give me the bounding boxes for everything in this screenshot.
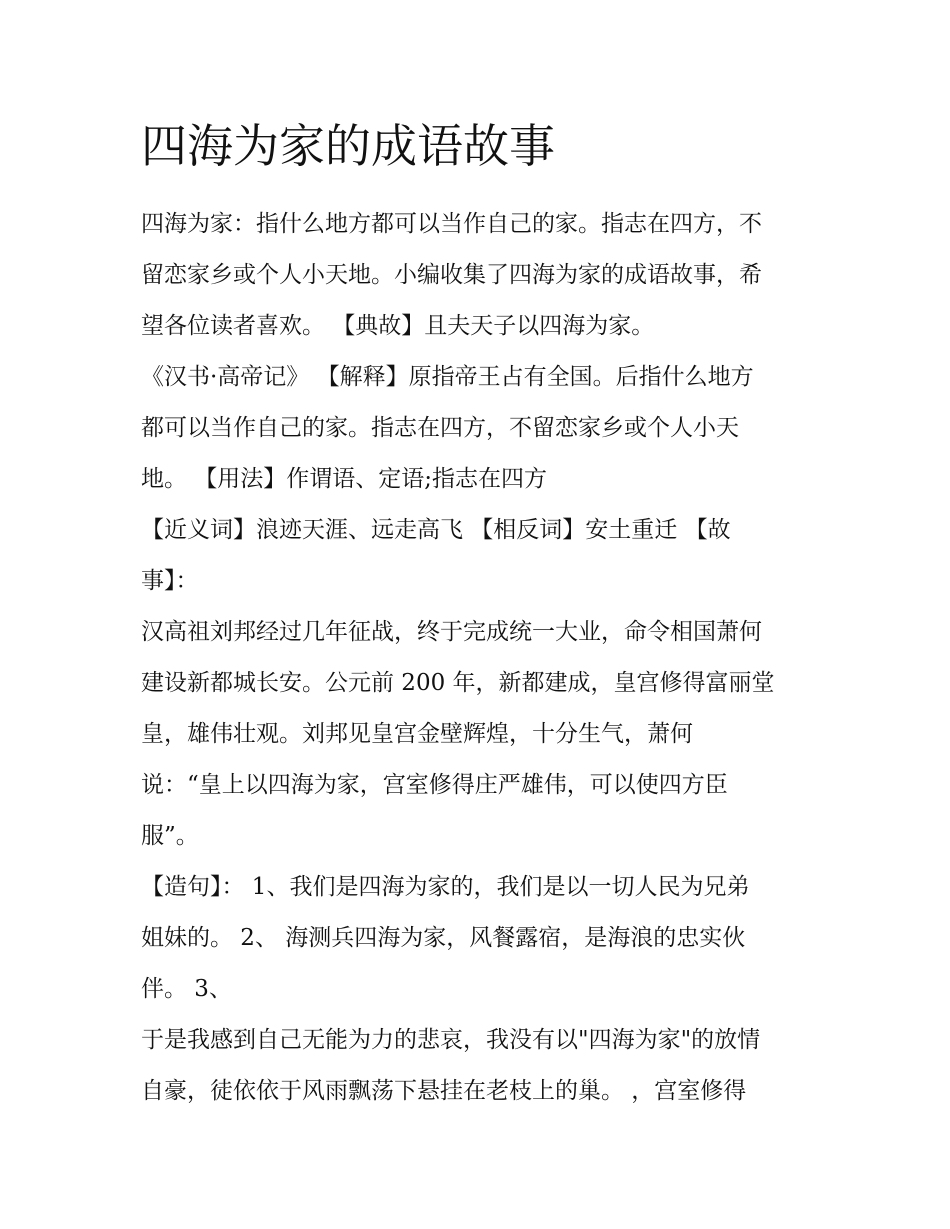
text-line: 自豪，徒依依于风雨飘荡下悬挂在老枝上的巢。 ，宫室修得	[141, 1078, 747, 1104]
text-line: 建设新都城长安。公元前 200 年，新都建成，皇宫修得富丽堂	[141, 670, 775, 696]
text-line: 都可以当作自己的家。指志在四方，不留恋家乡或个人小天	[141, 415, 739, 441]
text-line: 四海为家：指什么地方都可以当作自己的家。指志在四方，不	[141, 211, 762, 237]
text-line: 于是我感到自己无能为力的悲哀，我没有以"四海为家"的放情	[141, 1027, 761, 1053]
text-line: 地。 【用法】作谓语、定语;指志在四方	[141, 466, 548, 492]
text-line: 【近义词】浪迹天涯、远走高飞 【相反词】安土重迁 【故	[141, 517, 731, 543]
text-line: 姐妹的。 2、 海测兵四海为家，风餐露宿，是海浪的忠实伙	[141, 925, 746, 951]
text-line: 望各位读者喜欢。 【典故】且夫天子以四海为家。	[141, 313, 655, 339]
document-body	[141, 199, 841, 1117]
text-line: 皇，雄伟壮观。刘邦见皇宫金壁辉煌，十分生气，萧何	[141, 721, 693, 747]
document-title: 四海为家的成语故事	[141, 119, 555, 173]
text-line: 【造句】： 1、我们是四海为家的，我们是以一切人民为兄弟	[141, 874, 750, 900]
text-line: 说：“皇上以四海为家，宫室修得庄严雄伟，可以使四方臣	[141, 772, 728, 798]
text-line: 留恋家乡或个人小天地。小编收集了四海为家的成语故事，希	[141, 262, 762, 288]
text-line: 事】：	[141, 568, 199, 594]
text-line: 汉高祖刘邦经过几年征战，终于完成统一大业，命令相国萧何	[141, 619, 762, 645]
text-line: 伴。 3、	[141, 976, 232, 1002]
text-line: 《汉书·高帝记》 【解释】原指帝王占有全国。后指什么地方	[141, 364, 754, 390]
text-line: 服”。	[141, 823, 199, 849]
